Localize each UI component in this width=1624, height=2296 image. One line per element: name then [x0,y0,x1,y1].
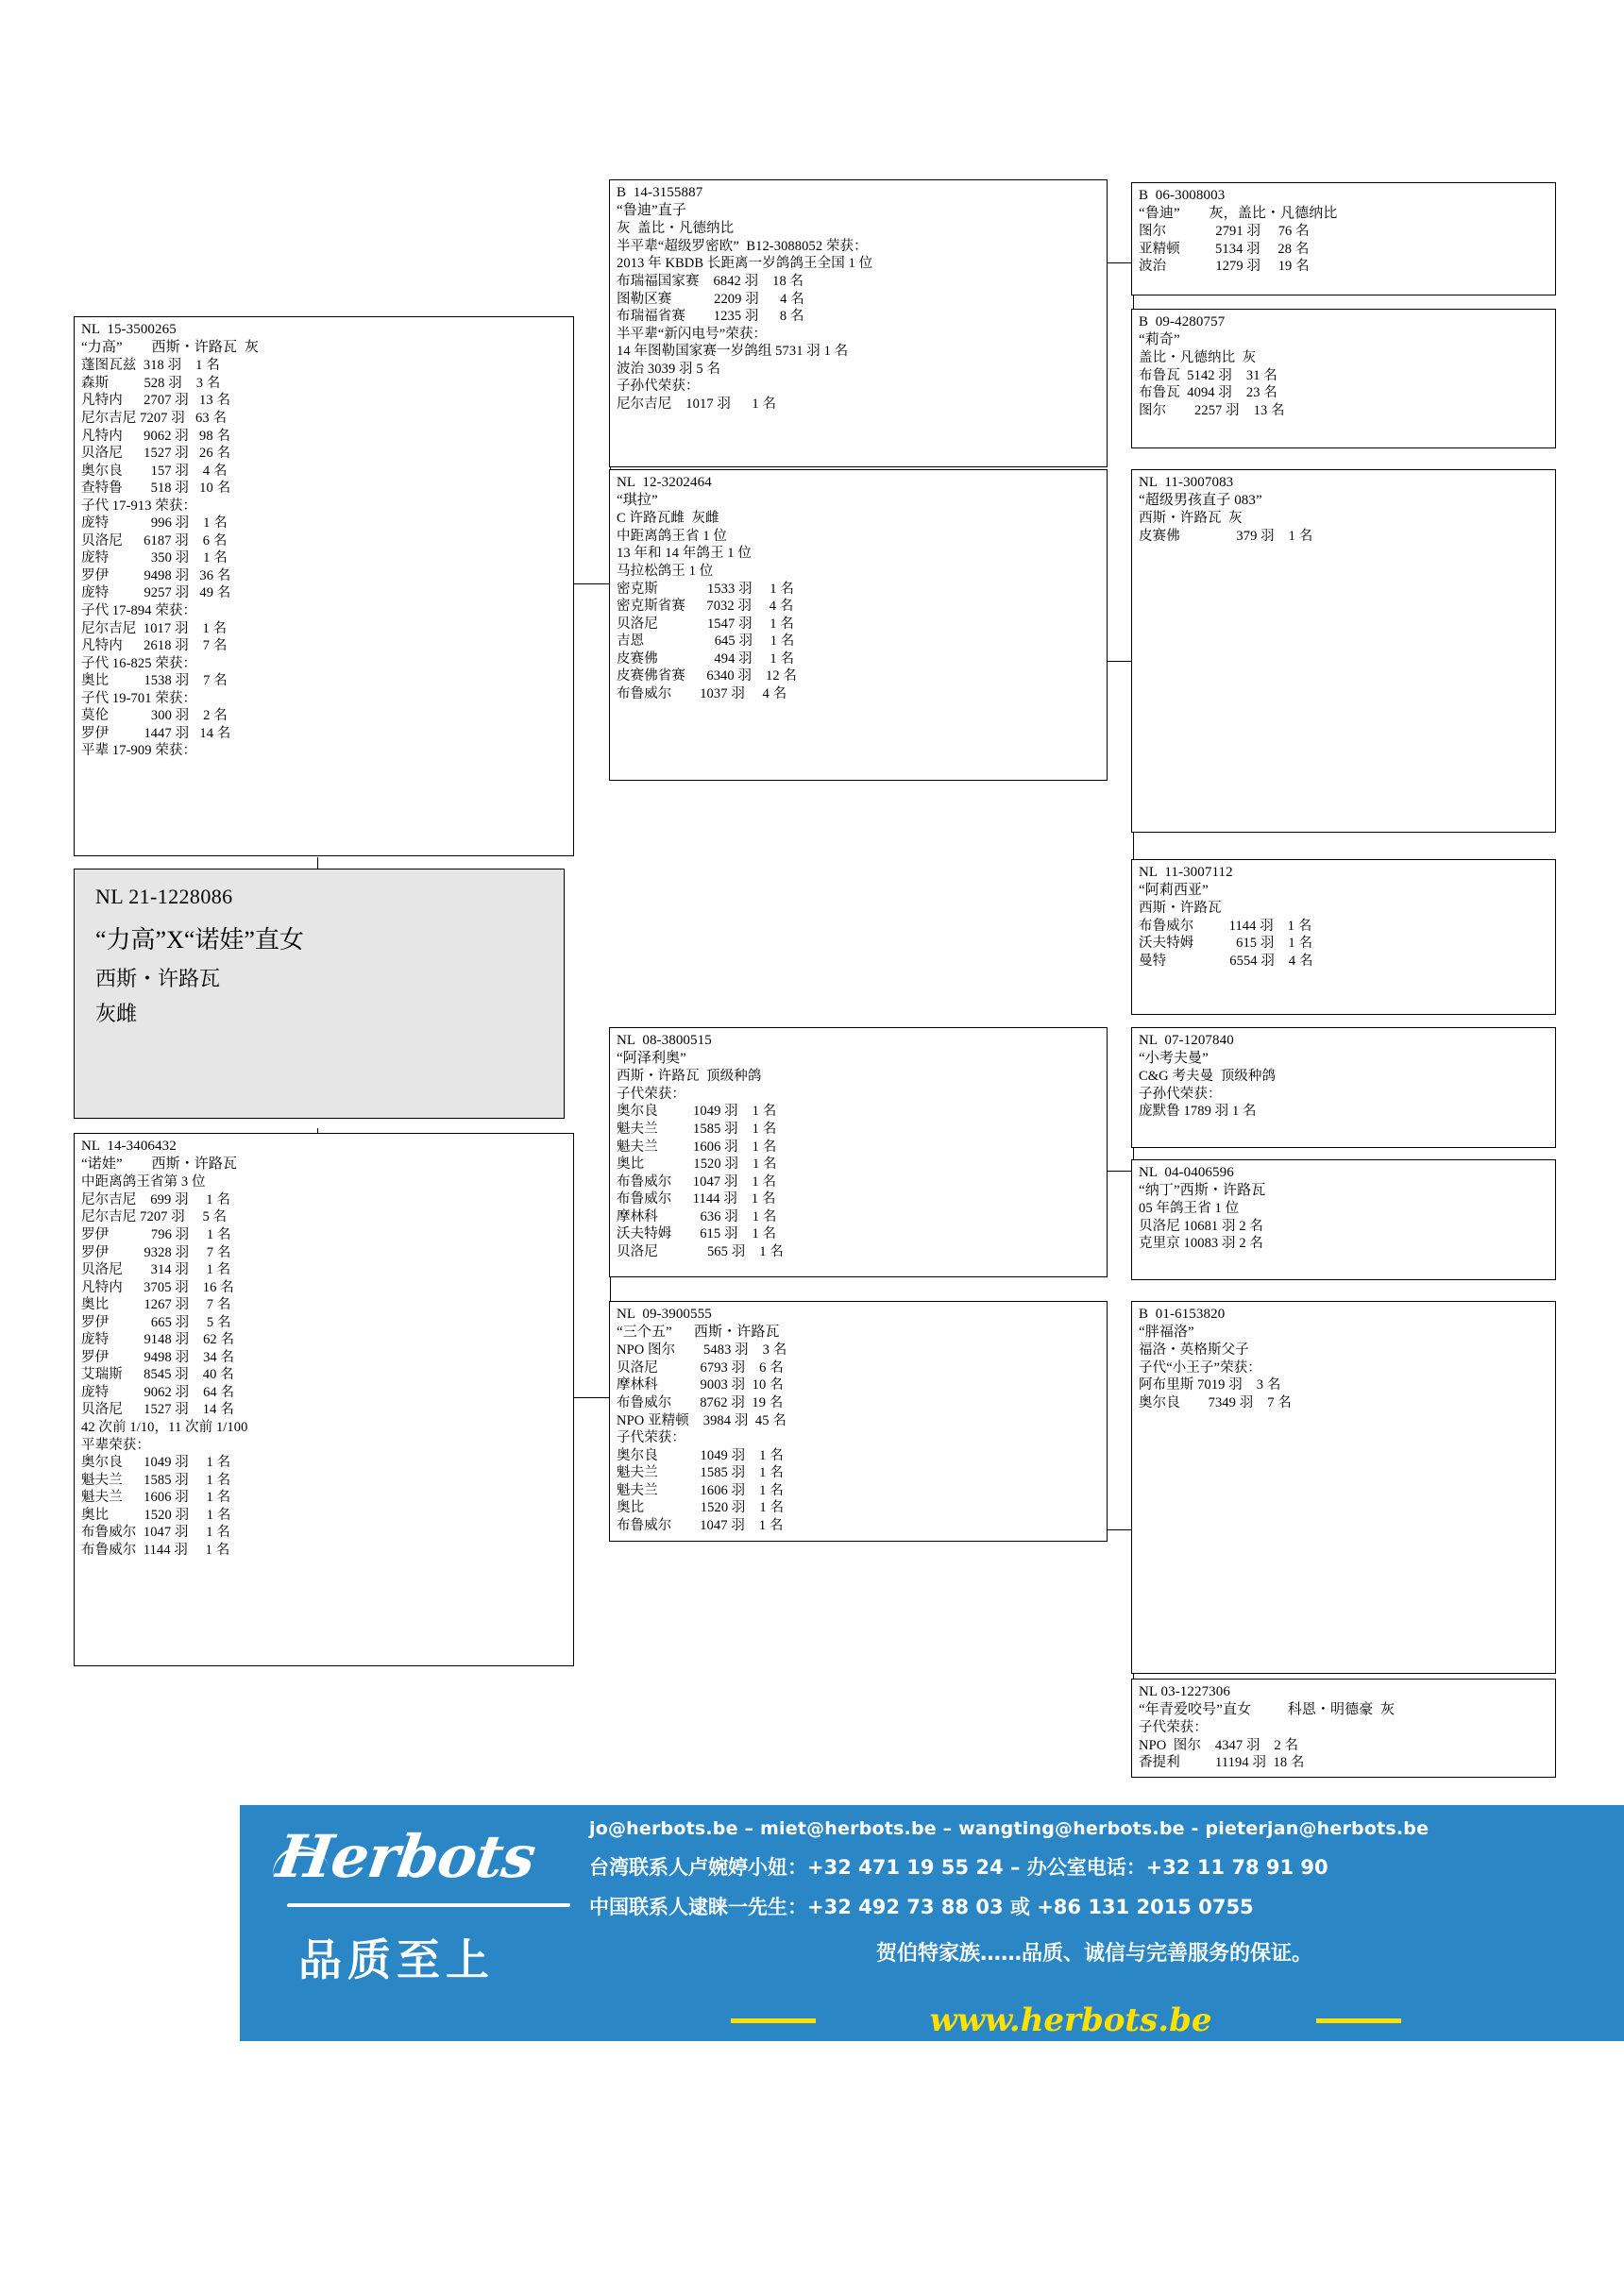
gp3-line-8: 布鲁威尔 1047 羽 1 名 [617,1173,777,1190]
gp1-line-6: 图勒区赛 2209 羽 4 名 [617,291,804,307]
dam-line-22: 布鲁威尔 1047 羽 1 名 [81,1525,230,1541]
ggp4-line-4: 沃夫特姆 615 羽 1 名 [1139,936,1313,952]
dam-line-19: 魁夫兰 1585 羽 1 名 [81,1472,231,1488]
great-granddam-3-box [1131,1159,1556,1280]
ggp5-line-0: NL 07-1207840 [1139,1033,1234,1048]
ggp5-line-4: 庞默鲁 1789 羽 1 名 [1139,1104,1257,1120]
sire-line-13: 庞特 350 羽 1 名 [81,550,228,566]
subject-color-sex: 灰雌 [95,1002,138,1025]
dam-box [74,1133,574,1666]
gp3-line-4: 奥尔良 1049 羽 1 名 [617,1104,777,1120]
ggp7-line-4: 阿布里斯 7019 羽 3 名 [1139,1377,1281,1393]
herbots-banner [240,1805,1624,2041]
connector [574,583,610,584]
dam-line-12: 罗伊 9498 羽 34 名 [81,1349,235,1365]
ggp2-line-4: 布鲁瓦 4094 羽 23 名 [1139,385,1277,401]
gp3-line-3: 子代荣获： [617,1086,685,1102]
gp4-line-1: “三个五” 西斯・许路瓦 [617,1325,780,1341]
sire-line-6: 凡特内 9062 羽 98 名 [81,428,231,444]
gp2-line-4: 13 年和 14 年鸽王 1 位 [617,546,752,562]
gp4-line-11: 奥比 1520 羽 1 名 [617,1500,785,1516]
sire-line-4: 凡特内 2707 羽 13 名 [81,393,231,409]
subject-breeder: 西斯・许路瓦 [95,967,221,990]
gp2-line-1: “琪拉” [617,493,658,509]
sire-line-9: 查特鲁 518 羽 10 名 [81,481,231,497]
ggp1-line-0: B 06-3008003 [1139,188,1226,203]
gp3-line-7: 奥比 1520 羽 1 名 [617,1156,777,1173]
gp2-line-9: 吉恩 645 羽 1 名 [617,633,795,650]
ggp4-line-1: “阿莉西亚” [1139,883,1209,899]
ggp2-line-5: 图尔 2257 羽 13 名 [1139,403,1285,419]
banner-taiwan-contact: 台湾联系人卢婉婷小妞：+32 471 19 55 24 – 办公室电话：+32 11 78 91 90 [589,1856,1328,1879]
gp2-line-5: 马拉松鸽王 1 位 [617,564,714,580]
gp2-line-3: 中距离鸽王省 1 位 [617,528,727,544]
ggp6-line-1: “纳丁”西斯・许路瓦 [1139,1183,1266,1199]
dam-line-2: 中距离鸽王省第 3 位 [81,1174,206,1190]
gp3-line-10: 摩林科 636 羽 1 名 [617,1208,777,1224]
gp3-line-11: 沃夫特姆 615 羽 1 名 [617,1226,777,1242]
logo-underline [287,1903,571,1907]
gp1-line-2: 灰 盖比・凡德纳比 [617,221,735,237]
gp4-line-0: NL 09-3900555 [617,1307,712,1322]
gp4-line-8: 奥尔良 1049 羽 1 名 [617,1447,784,1463]
dam-line-13: 艾瑞斯 8545 羽 40 名 [81,1367,234,1383]
ggp7-line-5: 奥尔良 7349 羽 7 名 [1139,1395,1292,1411]
granddam-maternal-box [609,1301,1108,1542]
gp1-line-9: 14 年图勒国家赛一岁鸽组 5731 羽 1 名 [617,344,849,360]
dam-line-3: 尼尔吉尼 699 羽 1 名 [81,1191,230,1207]
connector [574,1397,610,1398]
ggp3-line-2: 西斯・许路瓦 灰 [1139,511,1243,527]
great-grandsire-2-box [1131,469,1556,833]
gp3-line-9: 布鲁威尔 1144 羽 1 名 [617,1191,776,1207]
dam-line-15: 贝洛尼 1527 羽 14 名 [81,1402,234,1418]
ggp4-line-5: 曼特 6554 羽 4 名 [1139,954,1313,970]
ggp3-line-1: “超级男孩直子 083” [1139,493,1262,509]
gp2-line-10: 皮赛佛 494 羽 1 名 [617,650,795,667]
dam-line-11: 庞特 9148 羽 62 名 [81,1332,235,1348]
dam-line-17: 平辈荣获： [81,1437,150,1453]
gp1-line-0: B 14-3155887 [617,185,703,200]
great-granddam-1-box [1131,309,1556,448]
sire-line-15: 庞特 9257 羽 49 名 [81,585,231,601]
ggp3-line-3: 皮赛佛 379 羽 1 名 [1139,528,1313,544]
gp4-line-2: NPO 图尔 5483 羽 3 名 [617,1342,787,1359]
great-grandsire-4-box [1131,1301,1556,1674]
gp2-line-7: 密克斯省赛 7032 羽 4 名 [617,599,794,615]
banner-emails[interactable]: jo@herbots.be – miet@herbots.be – wangting@herbots.be - pieterjan@herbots.be [589,1818,1429,1839]
gp1-line-5: 布瑞福国家赛 6842 羽 18 名 [617,274,804,290]
gp2-line-0: NL 12-3202464 [617,475,712,490]
sire-line-2: 蓬图瓦兹 318 羽 1 名 [81,358,220,374]
great-grandsire-3-box [1131,1027,1556,1148]
gp4-line-4: 摩林科 9003 羽 10 名 [617,1377,784,1393]
gp4-line-7: 子代荣获： [617,1430,685,1446]
banner-china-contact: 中国联系人逮睐一先生：+32 492 73 88 03 或 +86 131 2015 0755 [589,1896,1254,1918]
subject-pedigree-name: “力高”X“诺娃”直女 [95,926,304,954]
sire-line-10: 子代 17-913 荣获： [81,498,197,514]
gp1-line-4: 2013 年 KBDB 长距离一岁鸽鸽王全国 1 位 [617,256,873,272]
sire-line-19: 子代 16-825 荣获： [81,655,197,671]
sire-line-22: 莫伦 300 羽 2 名 [81,708,228,724]
ggp3-line-0: NL 11-3007083 [1139,475,1234,490]
gp3-line-1: “阿泽利奥” [617,1051,686,1067]
banner-slogan: 贺伯特家族……品质、诚信与完善服务的保证。 [875,1942,1312,1966]
sire-line-8: 奥尔良 157 羽 4 名 [81,463,228,479]
granddam-paternal-box [609,469,1108,781]
sire-box [74,316,574,856]
ggp8-line-4: 香提利 11194 羽 18 名 [1139,1755,1305,1771]
great-granddam-2-box [1131,859,1556,1015]
herbots-logo [272,1822,589,2025]
gp2-line-6: 密克斯 1533 羽 1 名 [617,581,794,597]
dam-line-16: 42 次前 1/10，11 次前 1/100 [81,1420,248,1436]
gp3-line-2: 西斯・许路瓦 顶级种鸽 [617,1069,762,1085]
grandsire-paternal-box [609,179,1108,467]
dam-line-8: 凡特内 3705 羽 16 名 [81,1279,234,1295]
herbots-logo-text: Herbots [272,1822,540,1891]
gp4-line-12: 布鲁威尔 1047 羽 1 名 [617,1517,784,1533]
connector [1107,661,1133,662]
dam-line-18: 奥尔良 1049 羽 1 名 [81,1455,231,1471]
ggp2-line-0: B 09-4280757 [1139,314,1226,329]
gp1-line-7: 布瑞福省赛 1235 羽 8 名 [617,309,804,325]
ggp6-line-4: 克里京 10083 羽 2 名 [1139,1236,1263,1252]
ggp1-line-3: 亚精顿 5134 羽 28 名 [1139,241,1310,257]
sire-line-14: 罗伊 9498 羽 36 名 [81,567,231,583]
ggp8-line-1: “年青爱咬号”直女 科恩・明德豪 灰 [1139,1702,1396,1718]
gp1-line-12: 尼尔吉尼 1017 羽 1 名 [617,396,777,412]
ggp4-line-2: 西斯・许路瓦 [1139,901,1222,917]
sire-line-24: 平辈 17-909 荣获： [81,743,197,759]
sire-line-0: NL 15-3500265 [81,322,177,337]
sire-line-12: 贝洛尼 6187 羽 6 名 [81,532,228,549]
subject-box [74,869,565,1119]
herbots-logo-cn: 品质至上 [298,1934,495,1985]
ggp8-line-3: NPO 图尔 4347 羽 2 名 [1139,1737,1299,1753]
connector [1107,1171,1133,1172]
ggp7-line-2: 福洛・英格斯父子 [1139,1342,1249,1359]
ggp6-line-0: NL 04-0406596 [1139,1165,1234,1180]
sire-line-11: 庞特 996 羽 1 名 [81,515,228,532]
gp1-line-8: 半平辈“新闪电号”荣获： [617,326,768,342]
great-grandsire-1-box [1131,182,1556,295]
gp2-line-8: 贝洛尼 1547 羽 1 名 [617,616,794,632]
dam-line-1: “诺娃” 西斯・许路瓦 [81,1156,238,1173]
sire-line-21: 子代 19-701 荣获： [81,690,197,706]
connector [1107,262,1133,263]
sire-line-3: 森斯 528 羽 3 名 [81,375,221,391]
gp3-line-6: 魁夫兰 1606 羽 1 名 [617,1139,777,1155]
ggp1-line-2: 图尔 2791 羽 76 名 [1139,224,1310,240]
sire-line-5: 尼尔吉尼 7207 羽 63 名 [81,411,228,427]
dam-line-14: 庞特 9062 羽 64 名 [81,1384,235,1400]
ggp2-line-2: 盖比・凡德纳比 灰 [1139,350,1257,366]
gp4-line-9: 魁夫兰 1585 羽 1 名 [617,1465,784,1481]
ggp5-line-2: C&G 考夫曼 顶级种鸽 [1139,1069,1277,1085]
sire-line-23: 罗伊 1447 羽 14 名 [81,725,231,741]
dam-line-9: 奥比 1267 羽 7 名 [81,1297,231,1313]
gp2-line-11: 皮赛佛省赛 6340 羽 12 名 [617,668,797,684]
ggp1-line-1: “鲁迪” 灰，盖比・凡德纳比 [1139,206,1338,222]
gp4-line-3: 贝洛尼 6793 羽 6 名 [617,1359,784,1376]
gp3-line-5: 魁夫兰 1585 羽 1 名 [617,1122,777,1138]
gp4-line-6: NPO 亚精顿 3984 羽 45 名 [617,1412,787,1428]
gp1-line-1: “鲁迪”直子 [617,203,686,219]
ggp5-line-1: “小考夫曼” [1139,1051,1209,1067]
gp4-line-10: 魁夫兰 1606 羽 1 名 [617,1482,784,1498]
ggp4-line-0: NL 11-3007112 [1139,865,1233,880]
sire-line-17: 尼尔吉尼 1017 羽 1 名 [81,620,228,636]
ggp5-line-3: 子孙代荣获： [1139,1086,1222,1102]
gp2-line-2: C 许路瓦雌 灰雌 [617,511,719,527]
gp2-line-12: 布鲁威尔 1037 羽 4 名 [617,685,787,701]
dam-line-10: 罗伊 665 羽 5 名 [81,1314,231,1330]
ggp2-line-3: 布鲁瓦 5142 羽 31 名 [1139,367,1277,383]
ggp8-line-2: 子代荣获： [1139,1720,1208,1736]
sire-line-1: “力高” 西斯・许路瓦 灰 [81,340,259,356]
subject-ring-id: NL 21-1228086 [95,885,233,908]
dam-line-4: 尼尔吉尼 7207 羽 5 名 [81,1209,228,1225]
gp1-line-10: 波治 3039 羽 5 名 [617,361,721,377]
ggp7-line-0: B 01-6153820 [1139,1307,1226,1322]
ggp4-line-3: 布鲁威尔 1144 羽 1 名 [1139,918,1312,934]
ggp7-line-1: “胖福洛” [1139,1325,1194,1341]
dam-line-20: 魁夫兰 1606 羽 1 名 [81,1490,231,1506]
banner-contact-block [589,1818,1599,1967]
connector [1107,1529,1133,1530]
dam-line-7: 贝洛尼 314 羽 1 名 [81,1262,231,1278]
banner-website-url[interactable]: www.herbots.be [929,2001,1212,2039]
sire-line-16: 子代 17-894 荣获： [81,603,197,619]
dam-line-0: NL 14-3406432 [81,1139,177,1154]
grandsire-maternal-box [609,1027,1108,1277]
dam-line-5: 罗伊 796 羽 1 名 [81,1227,231,1243]
great-granddam-4-box [1131,1679,1556,1778]
ggp1-line-4: 波治 1279 羽 19 名 [1139,259,1310,275]
ggp8-line-0: NL 03-1227306 [1139,1684,1230,1699]
sire-line-18: 凡特内 2618 羽 7 名 [81,638,228,654]
ggp6-line-2: 05 年鸽王省 1 位 [1139,1201,1240,1217]
sire-line-7: 贝洛尼 1527 羽 26 名 [81,446,231,462]
dam-line-6: 罗伊 9328 羽 7 名 [81,1244,231,1260]
ggp7-line-3: 子代“小王子”荣获： [1139,1359,1261,1376]
gp3-line-12: 贝洛尼 565 羽 1 名 [617,1243,784,1259]
gp3-line-0: NL 08-3800515 [617,1033,712,1048]
gp1-line-11: 子孙代荣获： [617,379,700,395]
sire-line-20: 奥比 1538 羽 7 名 [81,673,228,689]
gp4-line-5: 布鲁威尔 8762 羽 19 名 [617,1395,784,1411]
ggp2-line-1: “莉奇” [1139,332,1180,348]
gp1-line-3: 半平辈“超级罗密欧” B12-3088052 荣获： [617,238,868,254]
ggp6-line-3: 贝洛尼 10681 羽 2 名 [1139,1218,1263,1234]
dam-line-21: 奥比 1520 羽 1 名 [81,1507,231,1523]
dam-line-23: 布鲁威尔 1144 羽 1 名 [81,1542,230,1558]
